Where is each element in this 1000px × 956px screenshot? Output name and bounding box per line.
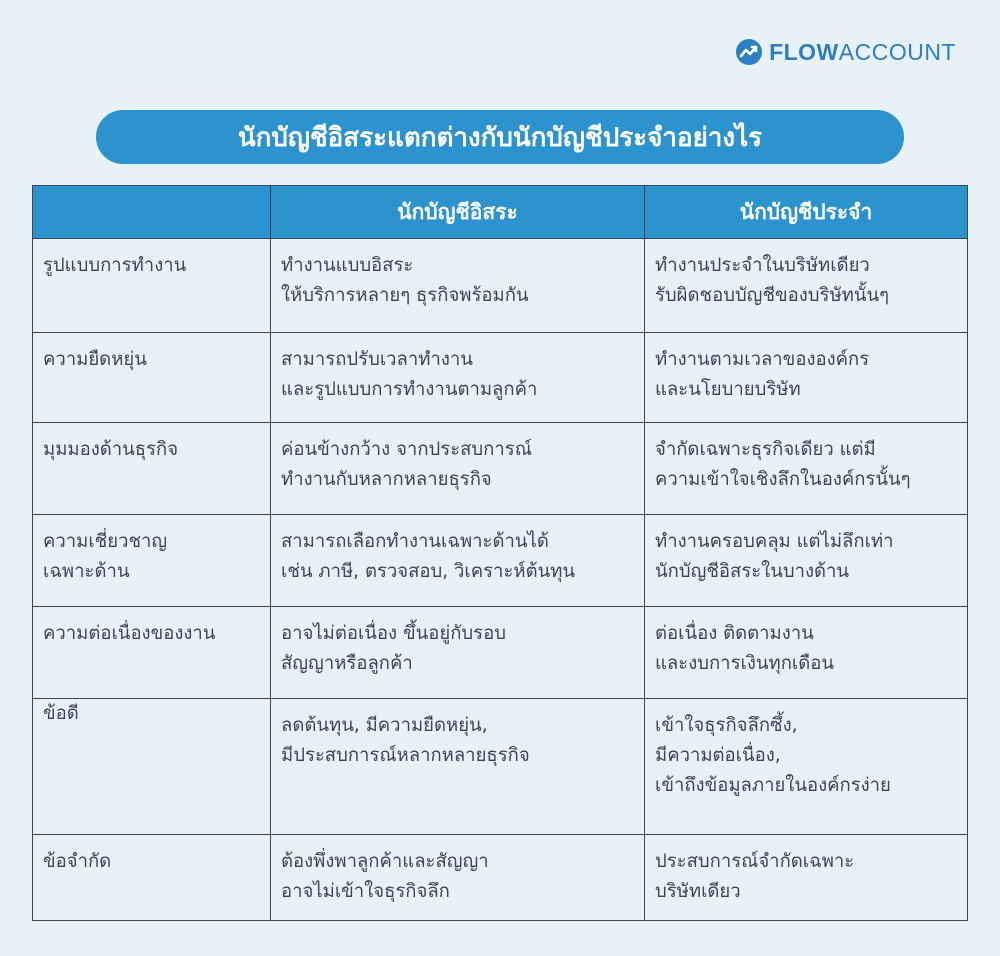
fulltime-cell bbox=[645, 835, 968, 921]
cell-line: ข้อจำกัด bbox=[43, 851, 112, 872]
cell-line: บริษัทเดียว bbox=[655, 881, 741, 902]
freelance-cell bbox=[271, 699, 645, 835]
cell-line: มุมมองด้านธุรกิจ bbox=[43, 439, 179, 460]
freelance-cell bbox=[271, 239, 645, 333]
cell-line: ให้บริการหลายๆ ธุรกิจพร้อมกัน bbox=[281, 285, 529, 306]
cell-line: ข้อดี bbox=[43, 703, 79, 724]
cell-line: ทำงานแบบอิสระ bbox=[281, 255, 414, 276]
freelance-cell bbox=[271, 835, 645, 921]
cell-line: สามารถเลือกทำงานเฉพาะด้านได้ bbox=[281, 531, 549, 552]
cell-line: เฉพาะด้าน bbox=[43, 561, 130, 582]
cell-line: ความต่อเนื่องของงาน bbox=[43, 623, 216, 644]
cell-line: มีประสบการณ์หลากหลายธุรกิจ bbox=[281, 745, 530, 766]
table-row bbox=[33, 699, 968, 835]
fulltime-cell bbox=[645, 607, 968, 699]
cell-line: ทำงานตามเวลาขององค์กร bbox=[655, 349, 870, 370]
fulltime-cell bbox=[645, 515, 968, 607]
cell-line: นักบัญชีอิสระในบางด้าน bbox=[655, 561, 850, 582]
cell-line: ต้องพึ่งพาลูกค้าและสัญญา bbox=[281, 851, 489, 872]
cell-line: ความเชี่ยวชาญ bbox=[43, 531, 168, 552]
cell-line: ทำงานกับหลากหลายธุรกิจ bbox=[281, 469, 492, 490]
freelance-cell bbox=[271, 333, 645, 423]
cell-line: มีความต่อเนื่อง, bbox=[655, 745, 781, 766]
cell-line: จำกัดเฉพาะธุรกิจเดียว แต่มี bbox=[655, 439, 876, 460]
table-row bbox=[33, 607, 968, 699]
cell-line: และรูปแบบการทำงานตามลูกค้า bbox=[281, 379, 538, 400]
row-label-cell bbox=[33, 607, 271, 699]
fulltime-cell bbox=[645, 423, 968, 515]
cell-line: ลดต้นทุน, มีความยืดหยุ่น, bbox=[281, 715, 488, 736]
cell-line: สัญญาหรือลูกค้า bbox=[281, 653, 413, 674]
row-label-cell bbox=[33, 333, 271, 423]
row-label-cell bbox=[33, 835, 271, 921]
cell-line: เข้าใจธุรกิจลึกซึ้ง, bbox=[655, 715, 798, 736]
fulltime-cell bbox=[645, 333, 968, 423]
cell-line: รูปแบบการทำงาน bbox=[43, 255, 187, 276]
cell-line: ประสบการณ์จำกัดเฉพาะ bbox=[655, 851, 855, 872]
cell-line: รับผิดชอบบัญชีของบริษัทนั้นๆ bbox=[655, 285, 890, 306]
comparison-table bbox=[32, 185, 968, 921]
header-empty bbox=[33, 186, 271, 239]
cell-line: และนโยบายบริษัท bbox=[655, 379, 801, 400]
freelance-cell bbox=[271, 423, 645, 515]
flowaccount-logo-icon bbox=[735, 38, 763, 66]
cell-line: สามารถปรับเวลาทำงาน bbox=[281, 349, 473, 370]
cell-line: ความยืดหยุ่น bbox=[43, 349, 147, 370]
page-title: นักบัญชีอิสระแตกต่างกับนักบัญชีประจำอย่างไร bbox=[96, 110, 904, 164]
cell-line: ต่อเนื่อง ติดตามงาน bbox=[655, 623, 814, 644]
cell-line: ทำงานครอบคลุม แต่ไม่ลึกเท่า bbox=[655, 531, 894, 552]
freelance-cell bbox=[271, 607, 645, 699]
fulltime-cell bbox=[645, 239, 968, 333]
row-label-cell bbox=[33, 239, 271, 333]
table-row bbox=[33, 835, 968, 921]
freelance-cell bbox=[271, 515, 645, 607]
brand-logo bbox=[735, 38, 956, 66]
row-label-cell bbox=[33, 699, 271, 835]
header-freelance: นักบัญชีอิสระ bbox=[271, 186, 645, 239]
cell-line: ค่อนข้างกว้าง จากประสบการณ์ bbox=[281, 439, 532, 460]
cell-line: เข้าถึงข้อมูลภายในองค์กรง่าย bbox=[655, 775, 891, 796]
table-row bbox=[33, 239, 968, 333]
logo-wordmark: FLOWACCOUNT bbox=[769, 38, 956, 65]
cell-line: ทำงานประจำในบริษัทเดียว bbox=[655, 255, 870, 276]
cell-line: ความเข้าใจเชิงลึกในองค์กรนั้นๆ bbox=[655, 469, 911, 490]
cell-line: อาจไม่เข้าใจธุรกิจลึก bbox=[281, 881, 450, 902]
header-fulltime: นักบัญชีประจำ bbox=[645, 186, 968, 239]
row-label-cell bbox=[33, 515, 271, 607]
fulltime-cell bbox=[645, 699, 968, 835]
table-row bbox=[33, 333, 968, 423]
cell-line: และงบการเงินทุกเดือน bbox=[655, 653, 834, 674]
table-header-row bbox=[33, 186, 968, 239]
row-label-cell bbox=[33, 423, 271, 515]
table-row bbox=[33, 423, 968, 515]
table-row bbox=[33, 515, 968, 607]
cell-line: เช่น ภาษี, ตรวจสอบ, วิเคราะห์ต้นทุน bbox=[281, 561, 576, 582]
cell-line: อาจไม่ต่อเนื่อง ขึ้นอยู่กับรอบ bbox=[281, 623, 506, 644]
